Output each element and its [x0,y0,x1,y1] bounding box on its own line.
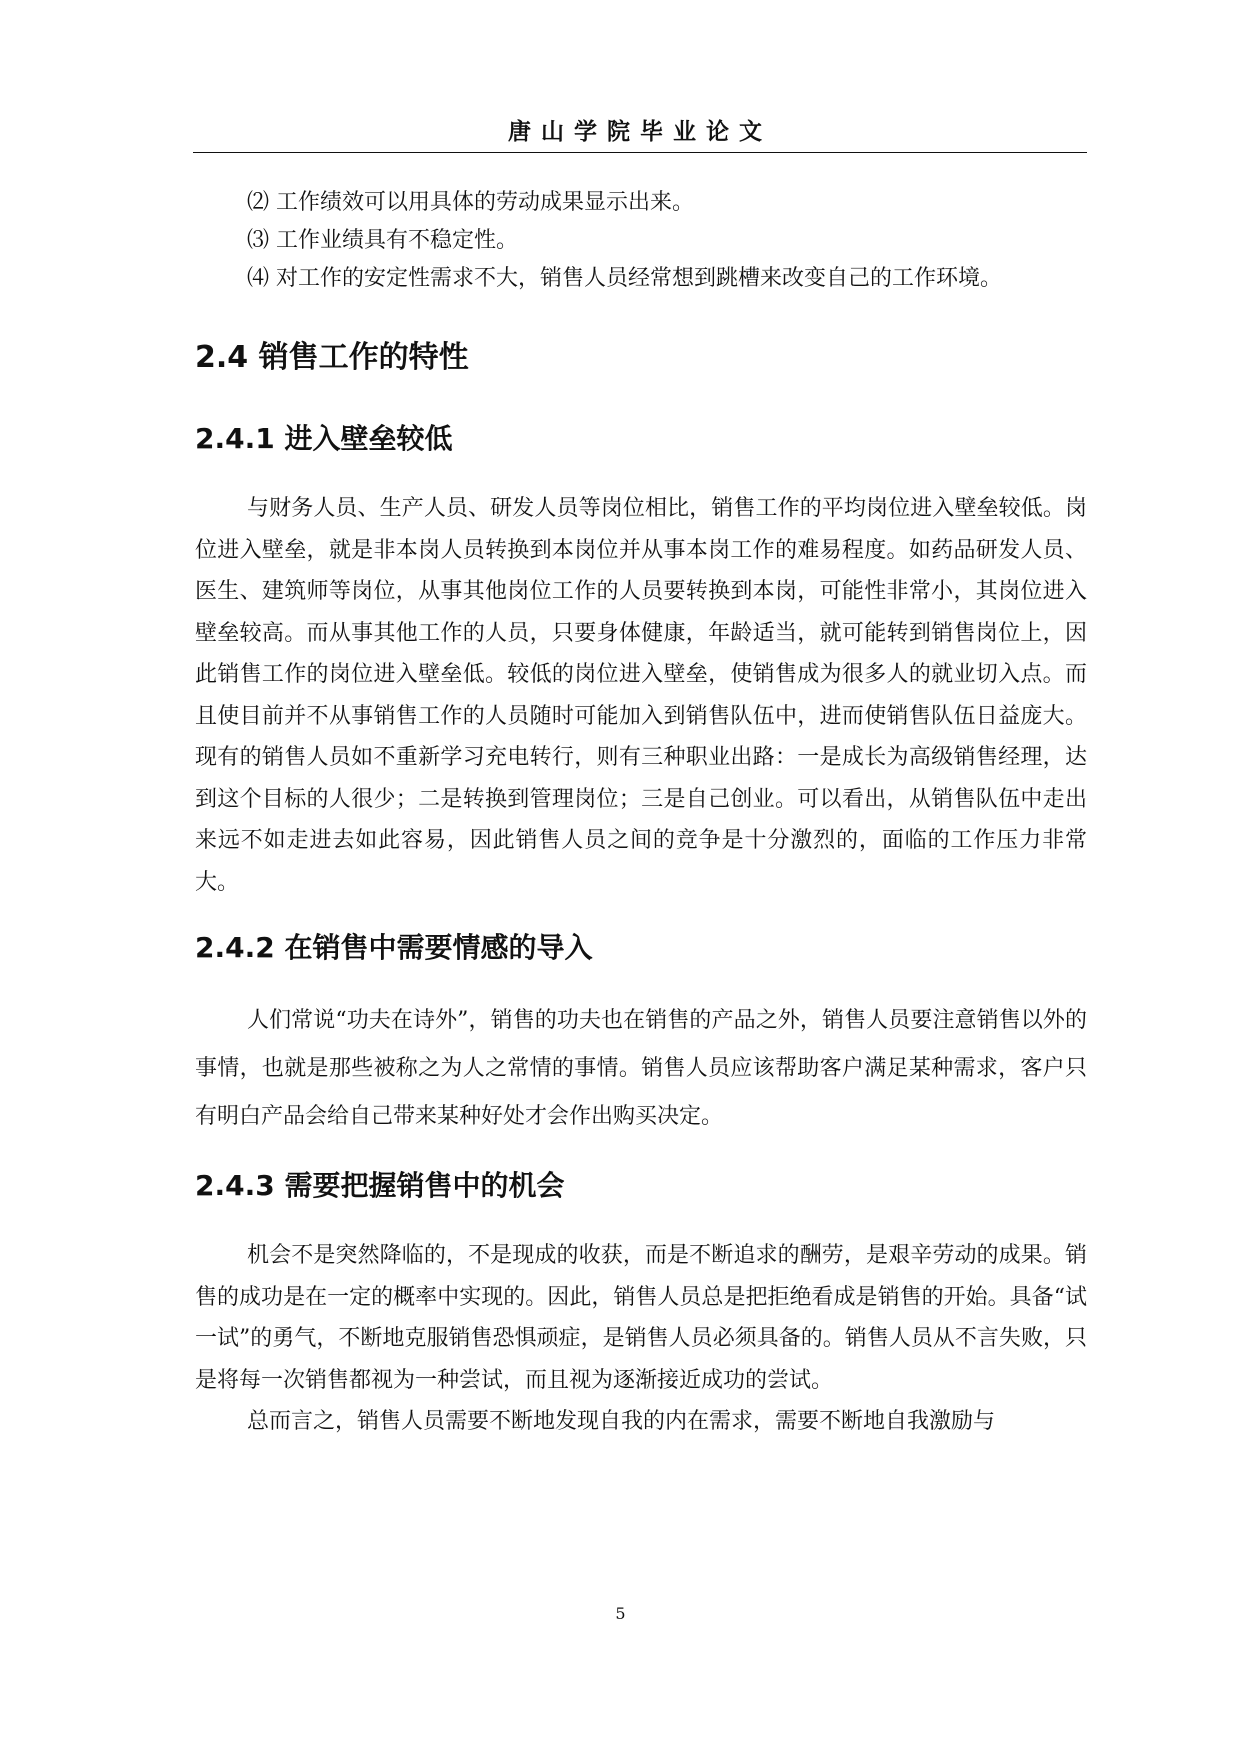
section-heading-2-4: 2.4 销售工作的特性 [195,340,469,375]
page-number: 5 [615,1604,626,1623]
list-item-2: ⑵ 工作绩效可以用具体的劳动成果显示出来。 [247,190,694,215]
paragraph-2-4-3-a: 机会不是突然降临的，不是现成的收获，而是不断追求的酬劳，是艰辛劳动的成果。销售的成功是在一定的概率中实现的。因此，销售人员总是把拒绝看成是销售的开始。具备“试一试”的勇气，不断地克服销售恐惧顽症，是销售人员必须具备的。销售人员从不言失败，只是将每一次销售都视为一种尝试，而且视为逐渐接近成功的尝试。 [195,1243,1087,1393]
paragraph-2-4-2: 人们常说“功夫在诗外”，销售的功夫也在销售的产品之外，销售人员要注意销售以外的事情，也就是那些被称之为人之常情的事情。销售人员应该帮助客户满足某种需求，客户只有明白产品会给自己带来某种好处才会作出购买决定。 [195,1008,1087,1129]
list-block [195,184,1087,298]
header-rule [193,152,1087,153]
running-header-title: 唐山学院毕业论文 [508,119,772,145]
section-heading-2-4-2: 2.4.2 在销售中需要情感的导入 [195,931,593,964]
section-heading-2-4-3: 2.4.3 需要把握销售中的机会 [195,1169,565,1202]
paragraph-2-4-1: 与财务人员、生产人员、研发人员等岗位相比，销售工作的平均岗位进入壁垒较低。岗位进入壁垒，就是非本岗人员转换到本岗位并从事本岗工作的难易程度。如药品研发人员、医生、建筑师等岗位，从事其他岗位工作的人员要转换到本岗，可能性非常小，其岗位进入壁垒较高。而从事其他工作的人员，只要身体健康，年龄适当，就可能转到销售岗位上，因此销售工作的岗位进入壁垒低。较低的岗位进入壁垒，使销售成为很多人的就业切入点。而且使目前并不从事销售工作的人员随时可能加入到销售队伍中，进而使销售队伍日益庞大。现有的销售人员如不重新学习充电转行，则有三种职业出路：一是成长为高级销售经理，达到这个目标的人很少；二是转换到管理岗位；三是自己创业。可以看出，从销售队伍中走出来远不如走进去如此容易，因此销售人员之间的竞争是十分激烈的，面临的工作压力非常大。 [195,496,1087,895]
paragraph-2-4-3-b: 总而言之，销售人员需要不断地发现自我的内在需求，需要不断地自我激励与 [247,1409,996,1434]
list-item-3: ⑶ 工作业绩具有不稳定性。 [247,228,518,253]
list-item-4: ⑷ 对工作的安定性需求不大，销售人员经常想到跳槽来改变自己的工作环境。 [247,266,1002,291]
page-body [195,180,1087,1443]
section-heading-2-4-1: 2.4.1 进入壁垒较低 [195,422,453,455]
